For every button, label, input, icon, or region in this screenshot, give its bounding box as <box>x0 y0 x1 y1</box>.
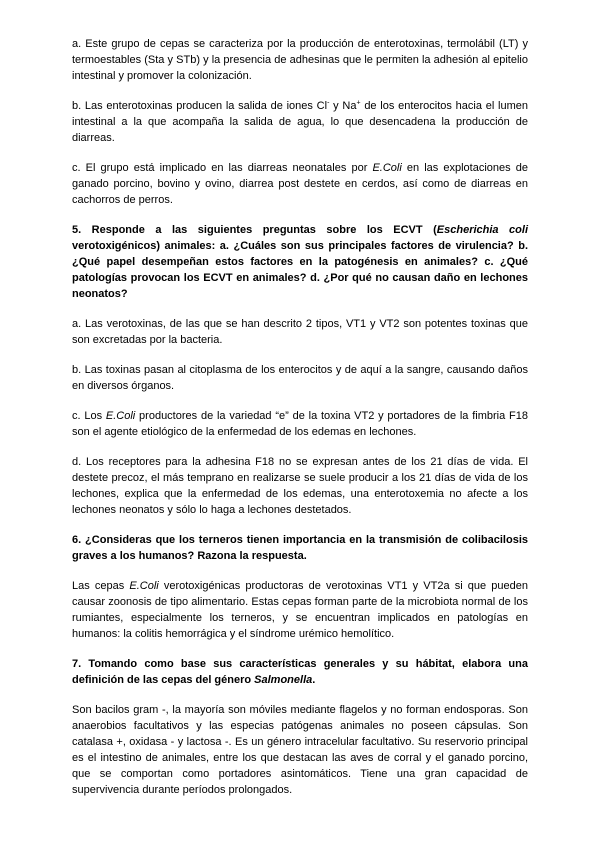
species-name: E.Coli <box>129 580 159 592</box>
sodium-charge: + <box>356 99 361 107</box>
question-5-text-2: verotoxigénicos) animales: a. ¿Cuáles son sus principales factores de virulencia? b. ¿Qué papel desempeñan estos factores en la patogénesis en animales? c. ¿Qué patologías provocan los ECVT en animales? d. ¿Por qué no causan daño en lechones neonatos? <box>72 240 528 300</box>
answer-4c-text-2: en las explotaciones de ganado porcino, bovino y ovino, diarrea post destete en cerdos, así como de diarreas en cachorros de perros. <box>72 162 528 206</box>
answer-4b-text-2: y Na <box>329 100 357 112</box>
answer-4b <box>72 98 528 146</box>
question-7-text-1: 7. Tomando como base sus características generales y su hábitat, elabora una definición de las cepas del género <box>72 658 528 686</box>
answer-7: Son bacilos gram -, la mayoría son móviles mediante flagelos y no forman endosporas. Son anaerobios facultativos y las especias patógenas animales no poseen cápsulas. Son catalasa +, oxidasa - y lactosa -. Es un género intracelular facultativo. Su reservorio principal es el intestino de animales, entre los que destacan las aves de corral y el ganado porcino, que se comportan como portadores asintomáticos. Tiene una gran capacidad de supervivencia durante períodos prolongados. <box>72 704 528 796</box>
chloride-charge: - <box>327 99 330 107</box>
answer-5c-text-2: productores de la variedad “e” de la toxina VT2 y portadores de la fimbria F18 son el agente etiológico de la enfermedad de los edemas en lechones. <box>72 410 528 438</box>
answer-6 <box>72 578 528 642</box>
answer-5c <box>72 408 528 440</box>
question-6: 6. ¿Consideras que los terneros tienen importancia en la transmisión de colibacilosis graves a los humanos? Razona la respuesta. <box>72 534 528 562</box>
species-name: E.Coli <box>372 162 402 174</box>
answer-4b-text-1: b. Las enterotoxinas producen la salida de iones Cl <box>72 100 328 112</box>
genus-name: Salmonella <box>254 674 313 686</box>
answer-5b: b. Las toxinas pasan al citoplasma de los enterocitos y de aquí a la sangre, causando daños en diversos órganos. <box>72 364 528 392</box>
answer-4c <box>72 160 528 208</box>
answer-5d: d. Los receptores para la adhesina F18 no se expresan antes de los 21 días de vida. El destete precoz, el más temprano en realizarse se suele producir a los 21 días de vida de los lechones, explica que la enfermedad de los edemas, una enterotoxemia no afecte a los lechones neonatos y sólo lo haga a lechones destetados. <box>72 456 528 516</box>
question-5-text-1: 5. Responde a las siguientes preguntas sobre los ECVT ( <box>72 224 437 236</box>
question-7-text-2: . <box>312 674 316 686</box>
question-7 <box>72 656 528 688</box>
species-name: E.Coli <box>105 410 136 422</box>
answer-5a: a. Las verotoxinas, de las que se han descrito 2 tipos, VT1 y VT2 son potentes toxinas que son excretadas por la bacteria. <box>72 318 528 346</box>
question-5 <box>72 222 528 302</box>
answer-6-text-1: Las cepas <box>72 580 130 592</box>
species-name: Escherichia coli <box>436 224 528 236</box>
answer-5c-text-1: c. Los <box>72 410 106 422</box>
answer-4a: a. Este grupo de cepas se caracteriza por la producción de enterotoxinas, termolábil (LT) y termoestables (Sta y STb) y la presencia de adhesinas que le permiten la adhesión al epitelio intestinal y promover la colonización. <box>72 38 528 82</box>
answer-6-text-2: verotoxigénicas productoras de verotoxinas VT1 y VT2a si que pueden causar zoonosis de tipo alimentario. Estas cepas forman parte de la microbiota normal de los rumiantes, especialmente los terneros, y se encuentran implicados en patologías en humanos: la colitis hemorrágica y el síndrome urémico hemolítico. <box>72 580 528 640</box>
answer-4c-text-1: c. El grupo está implicado en las diarreas neonatales por <box>72 162 373 174</box>
answer-4b-text-3: de los enterocitos hacia el lumen intestinal a la que acompaña la salida de agua, lo que desencadena la producción de diarreas. <box>72 100 528 144</box>
